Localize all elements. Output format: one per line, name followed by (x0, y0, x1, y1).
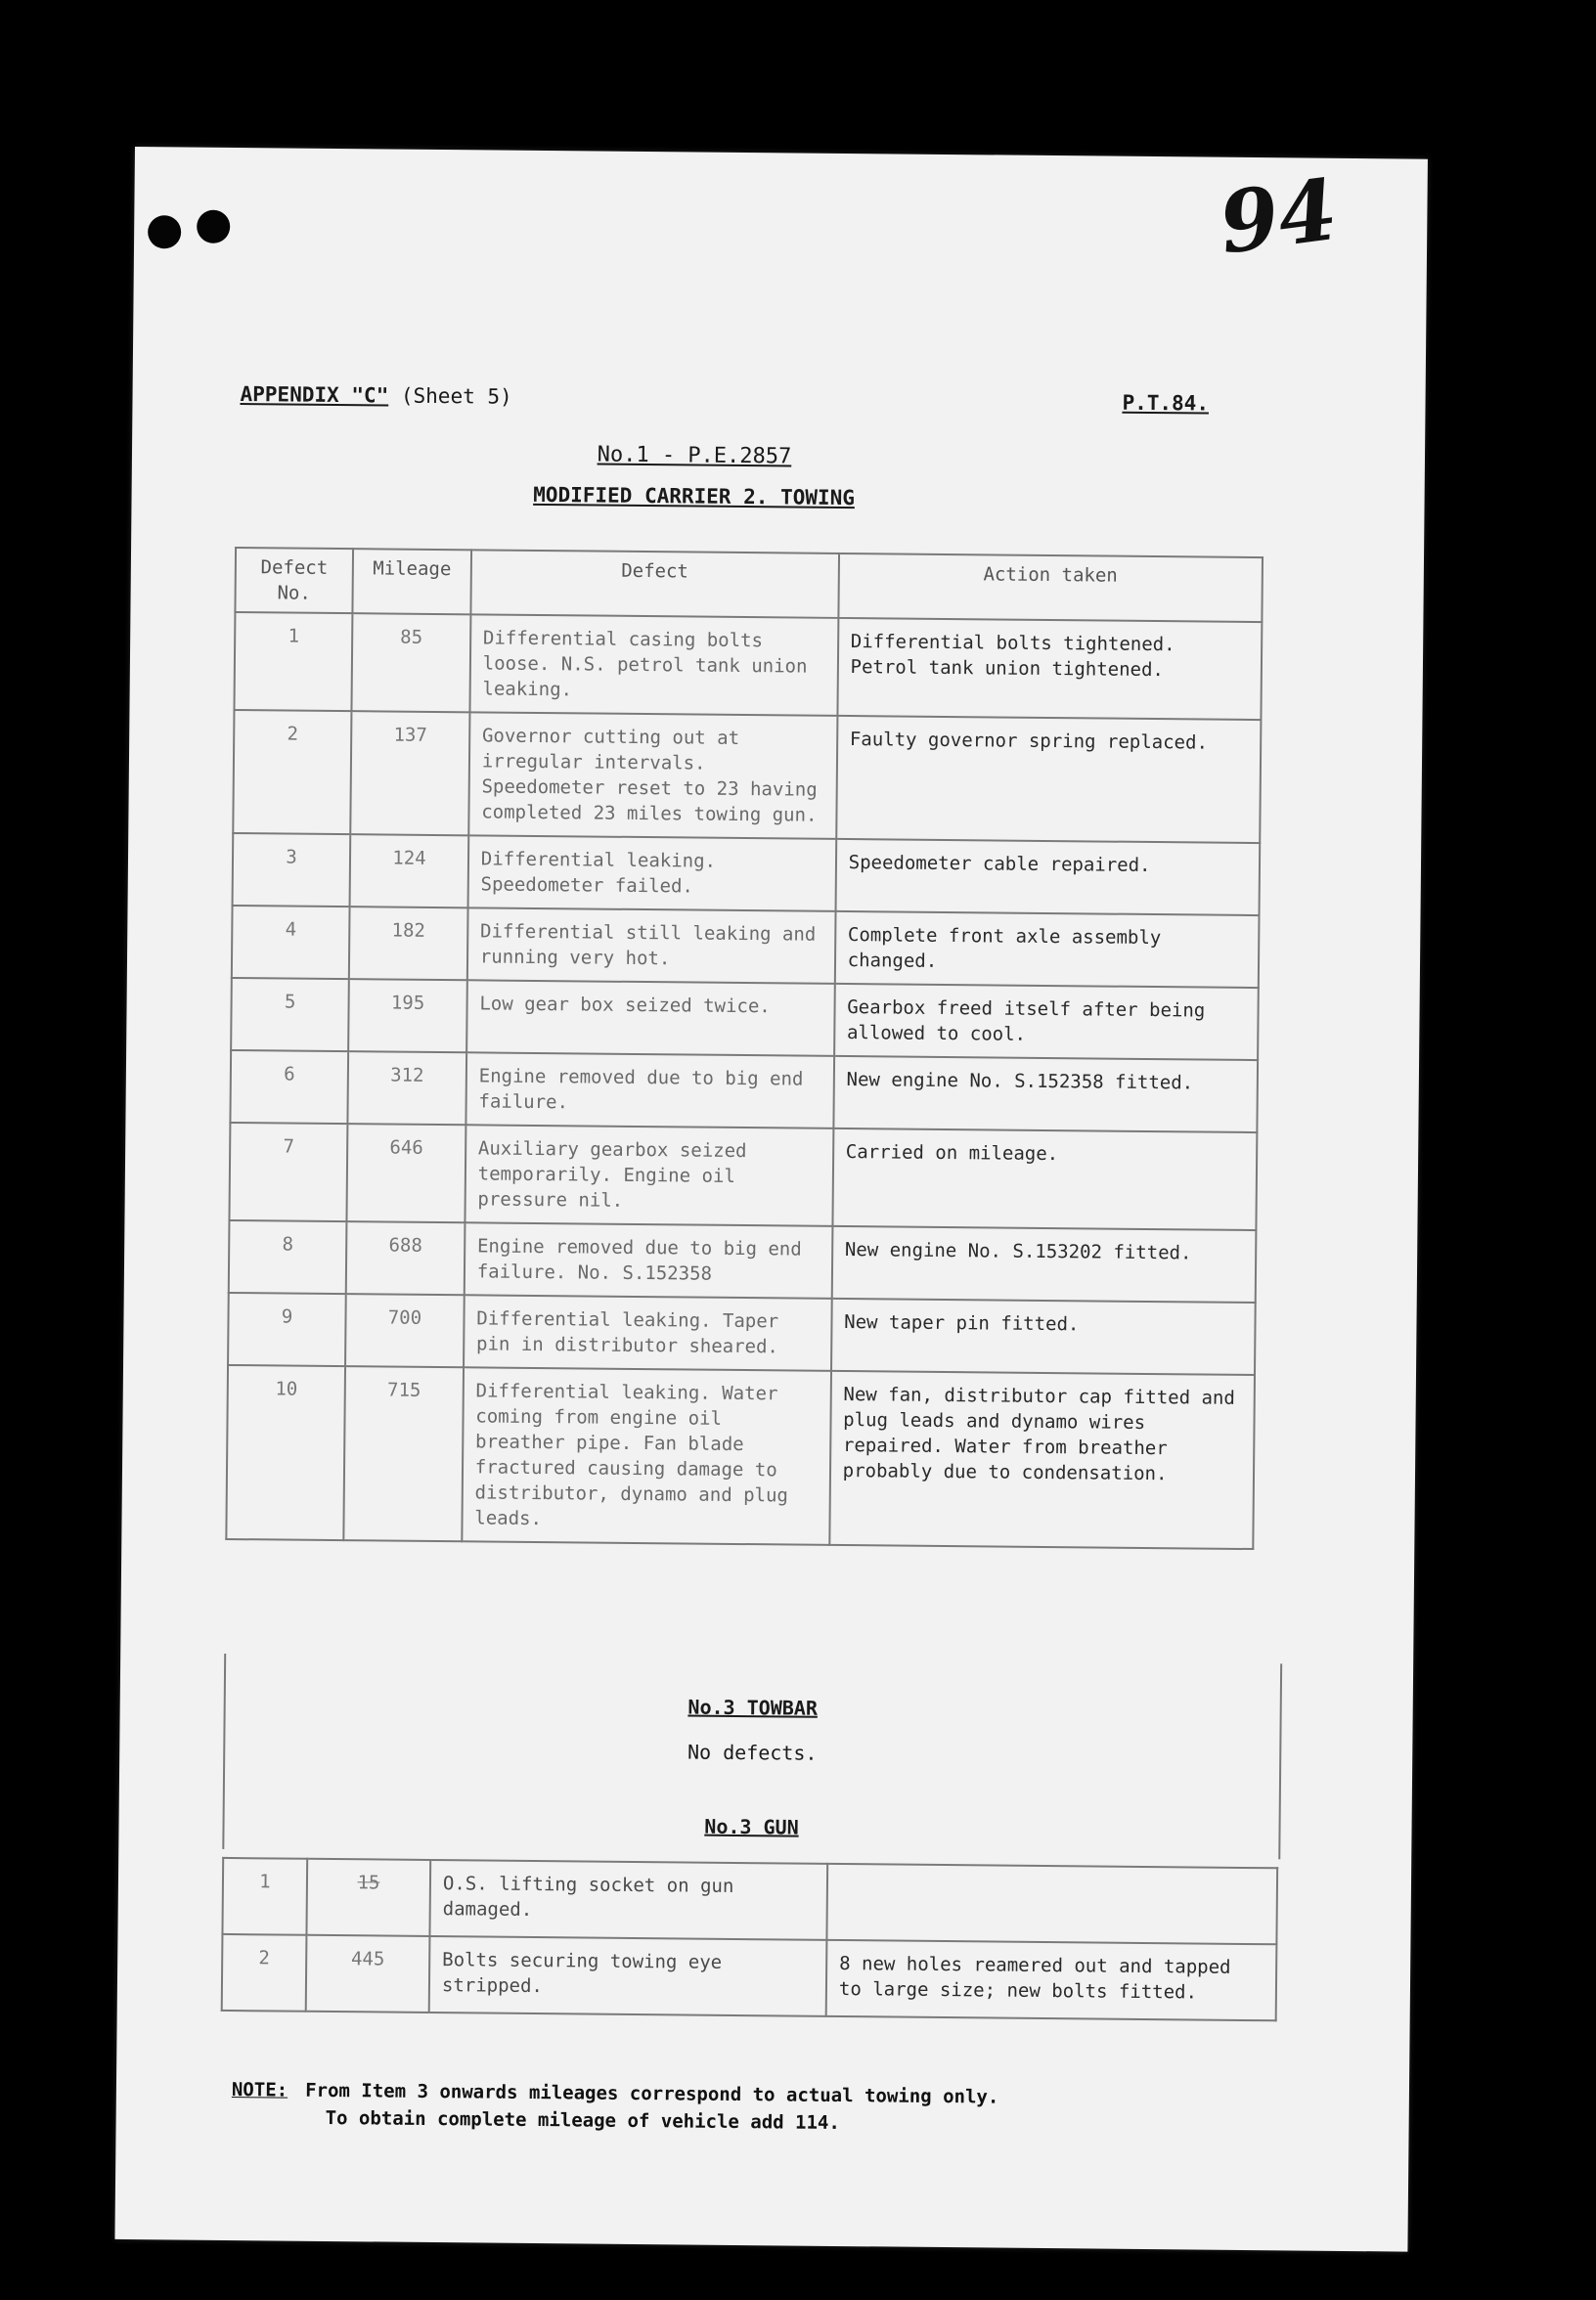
action-text: Complete front axle assembly changed. (835, 911, 1260, 988)
defect-text: Differential leaking. Speedometer failed. (467, 835, 836, 911)
defect-text: Differential leaking. Water coming from engine oil breather pipe. Fan blade fractured causing damage to distributor, dynamo and plug leads. (462, 1367, 831, 1545)
table-row (222, 1934, 1277, 2020)
defect-text: Bolts securing towing eye stripped. (429, 1936, 827, 2016)
mileage: 124 (350, 834, 468, 907)
mileage: 646 (347, 1124, 466, 1222)
table-row (232, 906, 1260, 988)
appendix-label: APPENDIX "C" (240, 382, 389, 408)
column-header: Defect No. (235, 548, 353, 613)
defect-number: 10 (226, 1365, 345, 1540)
action-text: Carried on mileage. (832, 1128, 1257, 1230)
defect-text: Differential leaking. Taper pin in distributor sheared. (464, 1295, 832, 1371)
appendix-header (240, 382, 511, 409)
defect-number: 1 (234, 612, 352, 711)
section-block (222, 1654, 1282, 1859)
defect-number: 9 (228, 1293, 346, 1366)
defect-text: Differential casing bolts loose. N.S. petrol tank union leaking. (469, 614, 838, 716)
action-text: New engine No. S.152358 fitted. (833, 1056, 1258, 1132)
action-text: Gearbox freed itself after being allowed to cool. (834, 984, 1259, 1060)
table-row (233, 710, 1261, 843)
defect-number: 2 (222, 1934, 307, 2012)
table-row (222, 1858, 1277, 1944)
action-text (826, 1864, 1277, 1944)
action-text: Differential bolts tightened. Petrol tank union tightened. (837, 618, 1262, 720)
mileage: 137 (350, 711, 469, 835)
action-text: New taper pin fitted. (831, 1299, 1256, 1375)
vehicle-subtitle: MODIFIED CARRIER 2. TOWING (533, 482, 856, 510)
reference-number: P.T.84. (1122, 390, 1210, 416)
column-header: Action taken (838, 553, 1263, 622)
footnote-label: NOTE: (231, 2079, 288, 2101)
mileage: 85 (352, 613, 471, 712)
mileage: 715 (343, 1366, 463, 1541)
defect-text: Governor cutting out at irregular intervals. Speedometer reset to 23 having completed 23 miles towing gun. (468, 712, 837, 839)
mileage: 688 (346, 1221, 465, 1295)
mileage: 182 (349, 907, 467, 980)
defect-number: 1 (222, 1858, 307, 1935)
action-text: New fan, distributor cap fitted and plug leads and dynamo wires repaired. Water from breather probably due to condensation. (829, 1371, 1255, 1549)
gun-section-title: No.3 GUN (704, 1814, 799, 1839)
footnote-line2: To obtain complete mileage of vehicle add 114. (325, 2106, 840, 2135)
folio-number: 94 (1214, 159, 1344, 274)
table-header-row (235, 548, 1263, 622)
action-text: Faulty governor spring replaced. (836, 716, 1262, 843)
footnote-line1: From Item 3 onwards mileages correspond to actual towing only. (305, 2079, 999, 2108)
towbar-section-note: No defects. (687, 1740, 818, 1765)
towbar-section-title: No.3 TOWBAR (687, 1695, 819, 1720)
defect-text: Engine removed due to big end failure. No. S.152358 (465, 1222, 833, 1299)
table-row (229, 1220, 1257, 1303)
footnote (232, 2076, 999, 2139)
defect-text: O.S. lifting socket on gun damaged. (429, 1860, 827, 1940)
column-header: Defect (470, 550, 839, 618)
table-row (231, 978, 1259, 1060)
mileage: 15 (306, 1859, 430, 1936)
action-text: Speedometer cable repaired. (835, 839, 1260, 915)
mileage: 195 (348, 979, 466, 1052)
defect-text: Low gear box seized twice. (466, 980, 835, 1056)
punch-hole (148, 215, 181, 248)
table-row (228, 1293, 1256, 1375)
defect-text: Auxiliary gearbox seized temporarily. Engine oil pressure nil. (465, 1125, 833, 1226)
table-row (234, 612, 1262, 720)
defects-table (225, 547, 1264, 1550)
column-header: Mileage (353, 549, 471, 614)
mileage: 312 (348, 1051, 466, 1125)
punch-hole (197, 210, 230, 243)
gun-defects-table (221, 1857, 1278, 2021)
defect-number: 2 (233, 710, 351, 834)
defect-number: 5 (231, 978, 349, 1051)
action-text: 8 new holes reamered out and tapped to large size; new bolts fitted. (826, 1940, 1277, 2020)
defect-number: 7 (229, 1123, 347, 1221)
action-text: New engine No. S.153202 fitted. (831, 1226, 1256, 1303)
table-row (226, 1365, 1255, 1549)
vehicle-title: No.1 - P.E.2857 (597, 442, 792, 469)
document-page (114, 147, 1427, 2252)
defect-number: 3 (233, 833, 351, 907)
table-row (229, 1123, 1257, 1230)
defect-number: 4 (232, 906, 350, 979)
table-row (230, 1050, 1258, 1132)
defect-text: Engine removed due to big end failure. (466, 1052, 834, 1128)
defect-number: 6 (230, 1050, 348, 1124)
mileage: 700 (345, 1294, 464, 1367)
mileage: 445 (306, 1935, 430, 2012)
defect-text: Differential still leaking and running very hot. (467, 907, 836, 984)
table-row (233, 833, 1261, 915)
sheet-label: (Sheet 5) (400, 383, 512, 409)
defect-number: 8 (229, 1220, 347, 1294)
